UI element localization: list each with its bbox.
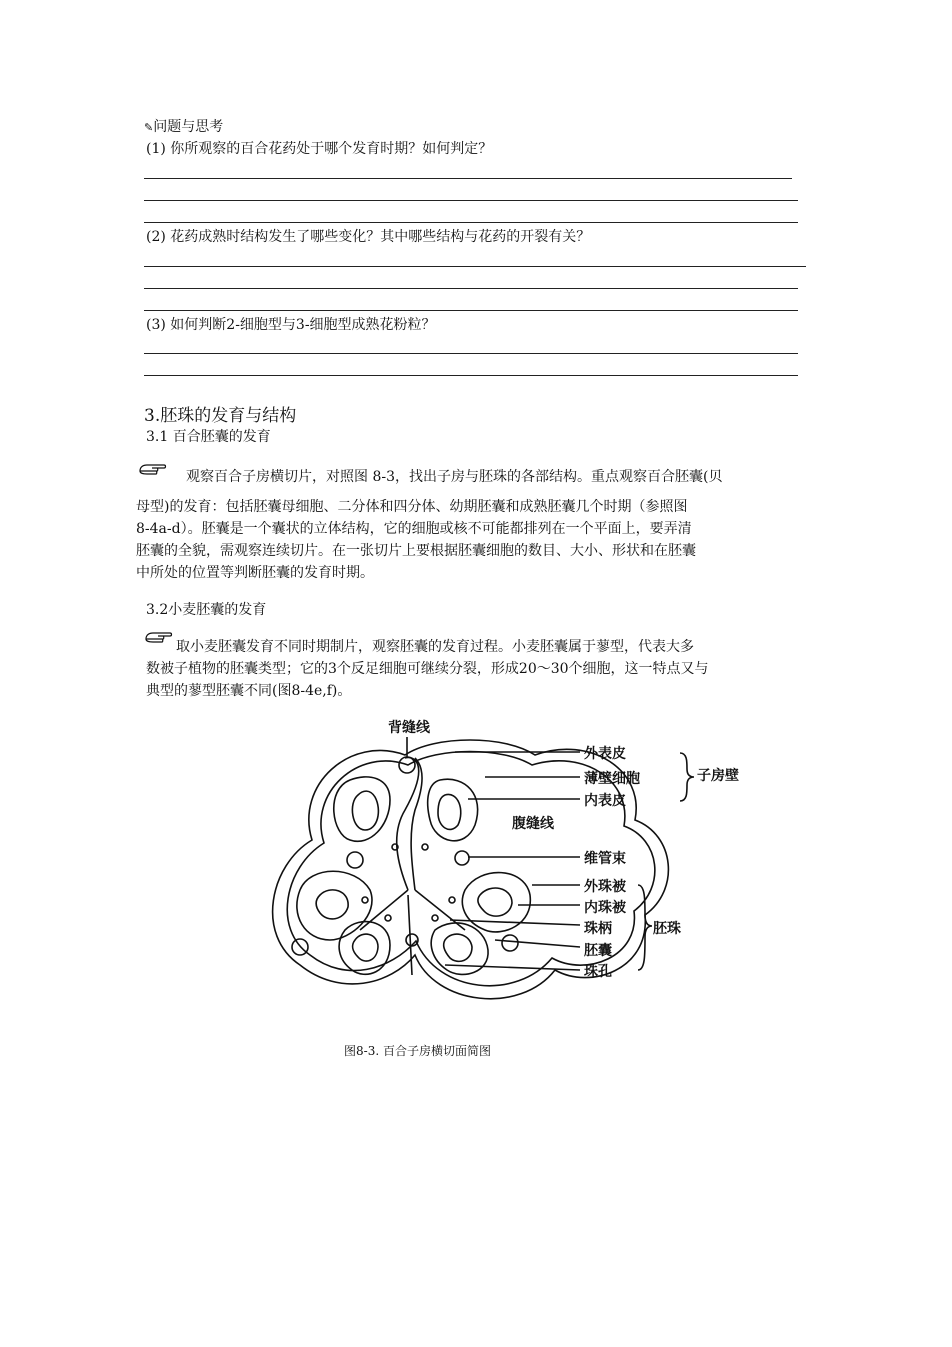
question-1: (1) 你所观察的百合花药处于哪个发育时期？如何判定？ [146,141,493,157]
subsection-title: 3.2小麦胚囊的发育 [146,602,267,618]
answer-line[interactable] [144,288,798,289]
figure-caption: 图8-3. 百合子房横切面简图 [344,1044,491,1058]
answer-line[interactable] [144,200,798,201]
ovary-diagram [240,715,730,1020]
label-funicle: 珠柄 [584,921,612,937]
questions-header: ✎问题与思考 [144,119,224,135]
label-ventral-suture: 腹缝线 [512,816,554,832]
paragraph-2 [146,636,709,702]
label-ovule: 胚珠 [653,921,681,937]
paragraph-1-cont [136,496,696,584]
label-outer-epidermis: 外表皮 [584,746,626,762]
paragraph-line: 数被子植物的胚囊类型；它的3个反足细胞可继续分裂，形成20～30个细胞，这一特点又与 [146,661,709,677]
section-title: 3.胚珠的发育与结构 [144,406,297,426]
paragraph-line: 8-4a-d）。胚囊是一个囊状的立体结构，它的细胞或核不可能都排列在一个平面上，要弄清 [136,521,692,537]
answer-line[interactable] [144,310,798,311]
answer-line[interactable] [144,178,792,179]
paragraph-line: 中所处的位置等判断胚囊的发育时期。 [136,565,374,581]
question-2: (2) 花药成熟时结构发生了哪些变化？其中哪些结构与花药的开裂有关？ [146,229,591,245]
answer-line[interactable] [144,222,798,223]
label-embryo-sac: 胚囊 [584,943,612,959]
answer-line[interactable] [144,353,798,354]
paragraph-1 [146,466,722,488]
label-inner-epidermis: 内表皮 [584,793,626,809]
label-vascular-bundle: 维管束 [584,851,626,867]
paragraph-line: 取小麦胚囊发育不同时期制片，观察胚囊的发育过程。小麦胚囊属于蓼型，代表大多 [176,639,694,655]
label-outer-integument: 外珠被 [584,879,626,895]
pencil-icon: ✎ [144,121,154,134]
subsection-title: 3.1 百合胚囊的发育 [146,429,271,445]
question-3: (3) 如何判断2-细胞型与3-细胞型成熟花粉粒？ [146,317,436,333]
paragraph-line: 观察百合子房横切片，对照图 8-3，找出子房与胚珠的各部结构。重点观察百合胚囊(贝 [186,469,723,485]
label-ovary-wall: 子房壁 [697,768,739,784]
label-dorsal-suture: 背缝线 [388,720,430,736]
answer-line[interactable] [144,375,798,376]
label-thin-wall-cells: 薄壁细胞 [584,771,640,787]
paragraph-line: 典型的蓼型胚囊不同(图8-4e,f)。 [146,683,352,699]
label-micropyle: 珠孔 [584,964,612,980]
label-inner-integument: 内珠被 [584,900,626,916]
paragraph-line: 胚囊的全貌，需观察连续切片。在一张切片上要根据胚囊细胞的数目、大小、形状和在胚囊 [136,543,696,559]
answer-line[interactable] [144,266,806,267]
ovary-cross-section-figure [240,715,739,1020]
paragraph-line: 母型)的发育：包括胚囊母细胞、二分体和四分体、幼期胚囊和成熟胚囊几个时期（参照图 [136,499,688,515]
